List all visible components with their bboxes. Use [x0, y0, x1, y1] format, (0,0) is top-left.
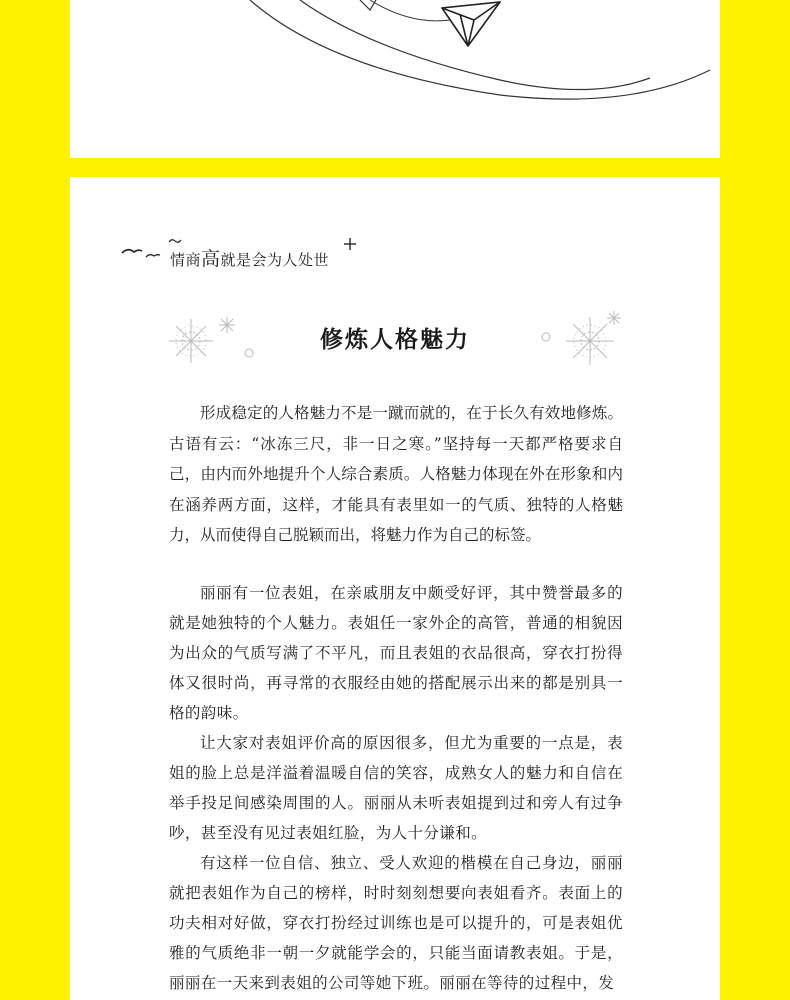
paper-airplane-icon [442, 2, 500, 46]
body-paragraph: 丽丽有一位表姐，在亲戚朋友中颇受好评，其中赞誉最多的就是她独特的个人魅力。表姐任一家外企的高管，普通的相貌因为出众的气质写满了不平凡，而且表姐的衣品很高，穿衣打扮得体又很时尚，再寻常的衣服经由她的搭配展示出来的都是别具一格的韵味。 [169, 584, 623, 722]
intro-paragraph: 形成稳定的人格魅力不是一蹴而就的，在于长久有效地修炼。古语有云：“冰冻三尺，非一日之寒。”坚持每一天都严格要求自己，由内而外地提升个人综合素质。人格魅力体现在外在形象和内在涵养两方面，这样，才能具有表里如一的气质、独特的人格魅力，从而使得自己脱颖而出，将魅力作为自己的标签。 [169, 404, 623, 544]
chapter-title: 修炼人格魅力 [320, 326, 470, 353]
body-paragraph: 有这样一位自信、独立、受人欢迎的楷模在自己身边，丽丽就把表姐作为自己的榜样，时时刻刻想要向表姐看齐。表面上的功夫相对好做，穿衣打扮经过训练也是可以提升的，可是表姐优雅的气质绝非一朝一夕就能学会的，只能当面请教表姐。于是，丽丽在一天来到表姐的公司等她下班。丽丽在等待的过程中，发 [169, 854, 623, 992]
top-illustration-panel [70, 0, 720, 158]
running-header [120, 239, 420, 269]
running-header-title: 情商高就是会为人处世 [170, 248, 330, 270]
birds-icon [120, 243, 164, 265]
body-paragraph: 让大家对表姐评价高的原因很多，但尤为重要的一点是，表姐的脸上总是洋溢着温暖自信的笑容，成熟女人的魅力和自信在举手投足间感染周围的人。丽丽从未听表姐提到过和旁人有过争吵，甚至没有见过表姐红脸，为人十分谦和。 [169, 734, 623, 842]
sparkle-plus-icon [343, 237, 357, 251]
paper-airplane-illustration [70, 0, 720, 158]
content-panel [70, 177, 720, 1000]
